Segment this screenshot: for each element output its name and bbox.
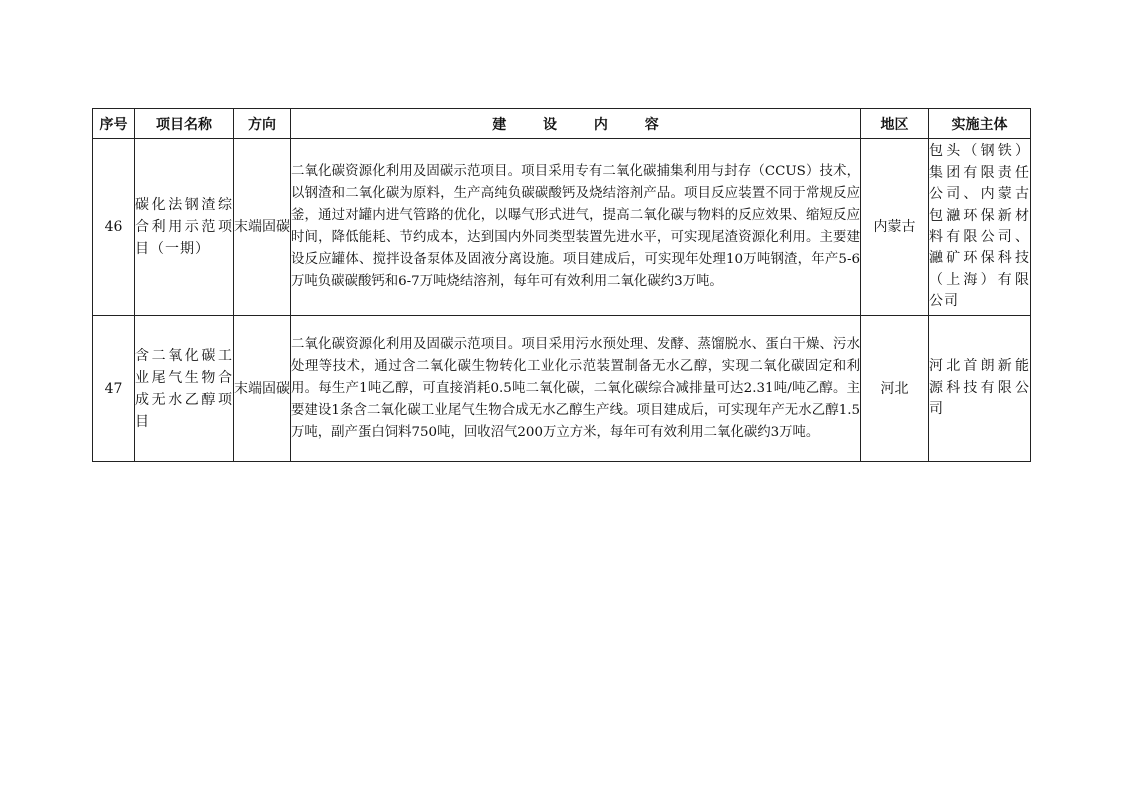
row-content: 二氧化碳资源化利用及固碳示范项目。项目采用污水预处理、发酵、蒸馏脱水、蛋白干燥、污水处理等技术，通过含二氧化碳生物转化工业化示范装置制备无水乙醇，实现二氧化碳固定和利用。每生产1吨乙醇，可直接消耗0.5吨二氧化碳，二氧化碳综合减排量可达2.31吨/吨乙醇。主要建设1条含二氧化碳工业尾气生物合成无水乙醇生产线。项目建成后，可实现年产无水乙醇1.5万吨，副产蛋白饲料750吨，回收沼气200万立方米，每年可有效利用二氧化碳约3万吨。 xyxy=(291,316,861,462)
row-project-name: 含二氧化碳工业尾气生物合成无水乙醇项目 xyxy=(135,316,234,462)
table-header-row xyxy=(93,109,1031,139)
header-direction: 方向 xyxy=(234,109,291,139)
row-region: 内蒙古 xyxy=(861,139,929,316)
row-entity: 河北首朗新能源科技有限公司 xyxy=(929,316,1031,462)
row-direction: 末端固碳 xyxy=(234,316,291,462)
header-index: 序号 xyxy=(93,109,135,139)
row-index: 46 xyxy=(93,139,135,316)
header-entity: 实施主体 xyxy=(929,109,1031,139)
row-direction: 末端固碳 xyxy=(234,139,291,316)
header-region: 地区 xyxy=(861,109,929,139)
row-region: 河北 xyxy=(861,316,929,462)
table-row xyxy=(93,316,1031,462)
row-entity: 包头（钢铁）集团有限责任公司、内蒙古包瀜环保新材料有限公司、瀜矿环保科技（上海）有限公司 xyxy=(929,139,1031,316)
table-row xyxy=(93,139,1031,316)
projects-table xyxy=(92,108,1031,462)
header-project-name: 项目名称 xyxy=(135,109,234,139)
row-content: 二氧化碳资源化利用及固碳示范项目。项目采用专有二氧化碳捕集利用与封存（CCUS）技术，以钢渣和二氧化碳为原料，生产高纯负碳碳酸钙及烧结溶剂产品。项目反应装置不同于常规反应釜，通过对罐内进气管路的优化，以曝气形式进气，提高二氧化碳与物料的反应效果、缩短反应时间，降低能耗、节约成本，达到国内外同类型装置先进水平，可实现尾渣资源化利用。主要建设反应罐体、搅拌设备泵体及固液分离设施。项目建成后，可实现年处理10万吨钢渣，年产5-6万吨负碳碳酸钙和6-7万吨烧结溶剂，每年可有效利用二氧化碳约3万吨。 xyxy=(291,139,861,316)
row-project-name: 碳化法钢渣综合利用示范项目（一期） xyxy=(135,139,234,316)
row-index: 47 xyxy=(93,316,135,462)
header-content: 建 设 内 容 xyxy=(291,109,861,139)
